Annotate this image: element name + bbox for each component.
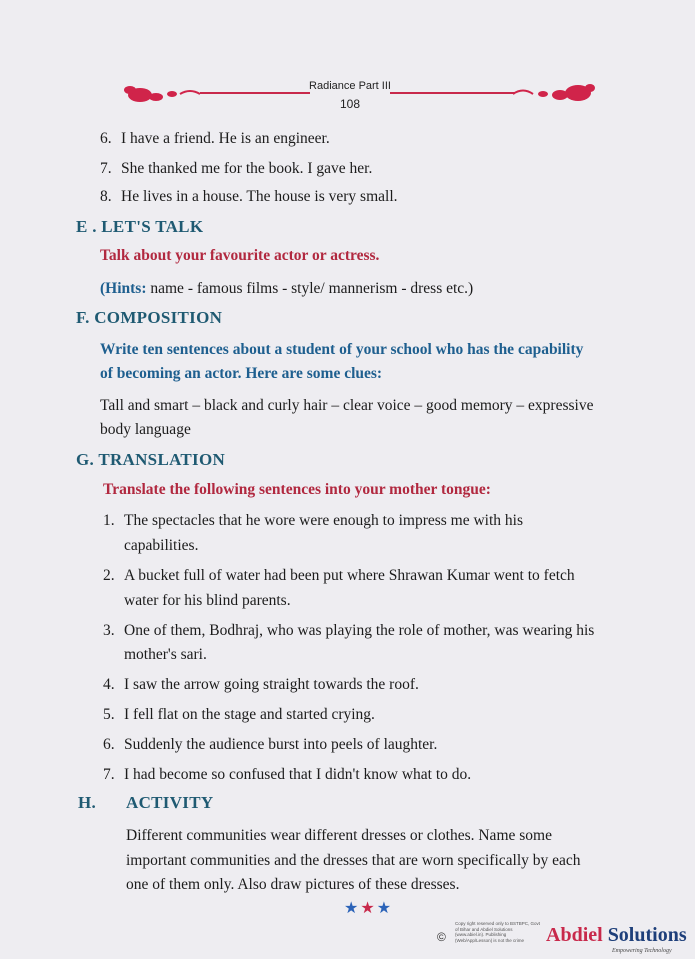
translation-item-line: I had become so confused that I didn't know what to do. xyxy=(124,766,472,783)
section-heading-composition: F. COMPOSITION xyxy=(76,308,223,327)
section-heading-lets-talk: E . LET'S TALK xyxy=(76,217,204,236)
logo-first-word: Abdiel xyxy=(546,924,603,946)
translation-item-line: capabilities. xyxy=(124,537,199,554)
translation-item-line: I saw the arrow going straight towards the roof. xyxy=(124,676,419,693)
section-heading-activity: ACTIVITY xyxy=(126,793,214,812)
header-rule-right xyxy=(390,92,515,94)
translation-item-number: 4. xyxy=(103,676,115,693)
translation-item-line: water for his blind parents. xyxy=(124,592,291,609)
activity-line3: one of them only. Also draw pictures of these dresses. xyxy=(126,876,460,893)
star-icon: ★ xyxy=(344,900,359,917)
lets-talk-instruction: Talk about your favourite actor or actress. xyxy=(100,247,380,264)
item-text: She thanked me for the book. I gave her. xyxy=(121,160,373,177)
section-end-stars xyxy=(344,898,393,918)
translation-item-line: Suddenly the audience burst into peels of laughter. xyxy=(124,736,438,753)
hints-label: (Hints: xyxy=(100,280,147,297)
translation-item-line: I fell flat on the stage and started crying. xyxy=(124,706,375,723)
section-heading-translation: G. TRANSLATION xyxy=(76,450,226,469)
composition-instruction-line2: of becoming an actor. Here are some clues: xyxy=(100,365,383,382)
translation-item-line: One of them, Bodhraj, who was playing the role of mother, was wearing his xyxy=(124,622,595,639)
item-number: 7. xyxy=(100,160,112,177)
composition-clues-line1: Tall and smart – black and curly hair – clear voice – good memory – expressive xyxy=(100,397,594,414)
logo-tagline: Empowering Technology xyxy=(612,948,672,954)
activity-line1: Different communities wear different dresses or clothes. Name some xyxy=(126,827,552,844)
composition-instruction-line1: Write ten sentences about a student of your school who has the capability xyxy=(100,341,584,358)
right-floral-ornament xyxy=(508,82,598,111)
item-number: 6. xyxy=(100,130,112,147)
copyright-icon: © xyxy=(437,930,446,944)
copyright-note: Copy right reserved only to BSTBPC, Govt of Bihar and Abdiel Solutions (www.abiel.in). Publishing (Web/App/Lesson) is not the crime xyxy=(455,921,541,943)
book-title: Radiance Part III xyxy=(309,80,391,92)
star-icon: ★ xyxy=(360,900,375,917)
translation-item-line: The spectacles that he wore were enough to impress me with his xyxy=(124,512,524,529)
abdiel-solutions-logo xyxy=(546,924,687,947)
translation-item-number: 6. xyxy=(103,736,115,753)
activity-line2: important communities and the dresses that are worn specifically by each xyxy=(126,852,581,869)
translation-item-number: 5. xyxy=(103,706,115,723)
translation-item-number: 1. xyxy=(103,512,115,529)
left-floral-ornament xyxy=(120,84,210,111)
translation-item-number: 2. xyxy=(103,567,115,584)
translation-item-number: 7. xyxy=(103,766,115,783)
item-number: 8. xyxy=(100,188,112,205)
translation-item-line: mother's sari. xyxy=(124,646,207,663)
translation-instruction: Translate the following sentences into your mother tongue: xyxy=(103,481,491,498)
translation-item-line: A bucket full of water had been put where Shrawan Kumar went to fetch xyxy=(124,567,575,584)
logo-second-word: Solutions xyxy=(607,924,687,946)
star-icon: ★ xyxy=(376,900,392,917)
section-label-activity: H. xyxy=(78,793,97,812)
item-text: I have a friend. He is an engineer. xyxy=(121,130,330,147)
translation-item-number: 3. xyxy=(103,622,115,639)
item-text: He lives in a house. The house is very small. xyxy=(121,188,398,205)
hints-text: name - famous films - style/ mannerism - dress etc.) xyxy=(146,280,474,297)
lets-talk-hints xyxy=(100,280,473,298)
header-rule-left xyxy=(200,92,310,94)
page-number: 108 xyxy=(339,97,361,111)
composition-clues-line2: body language xyxy=(100,421,191,438)
